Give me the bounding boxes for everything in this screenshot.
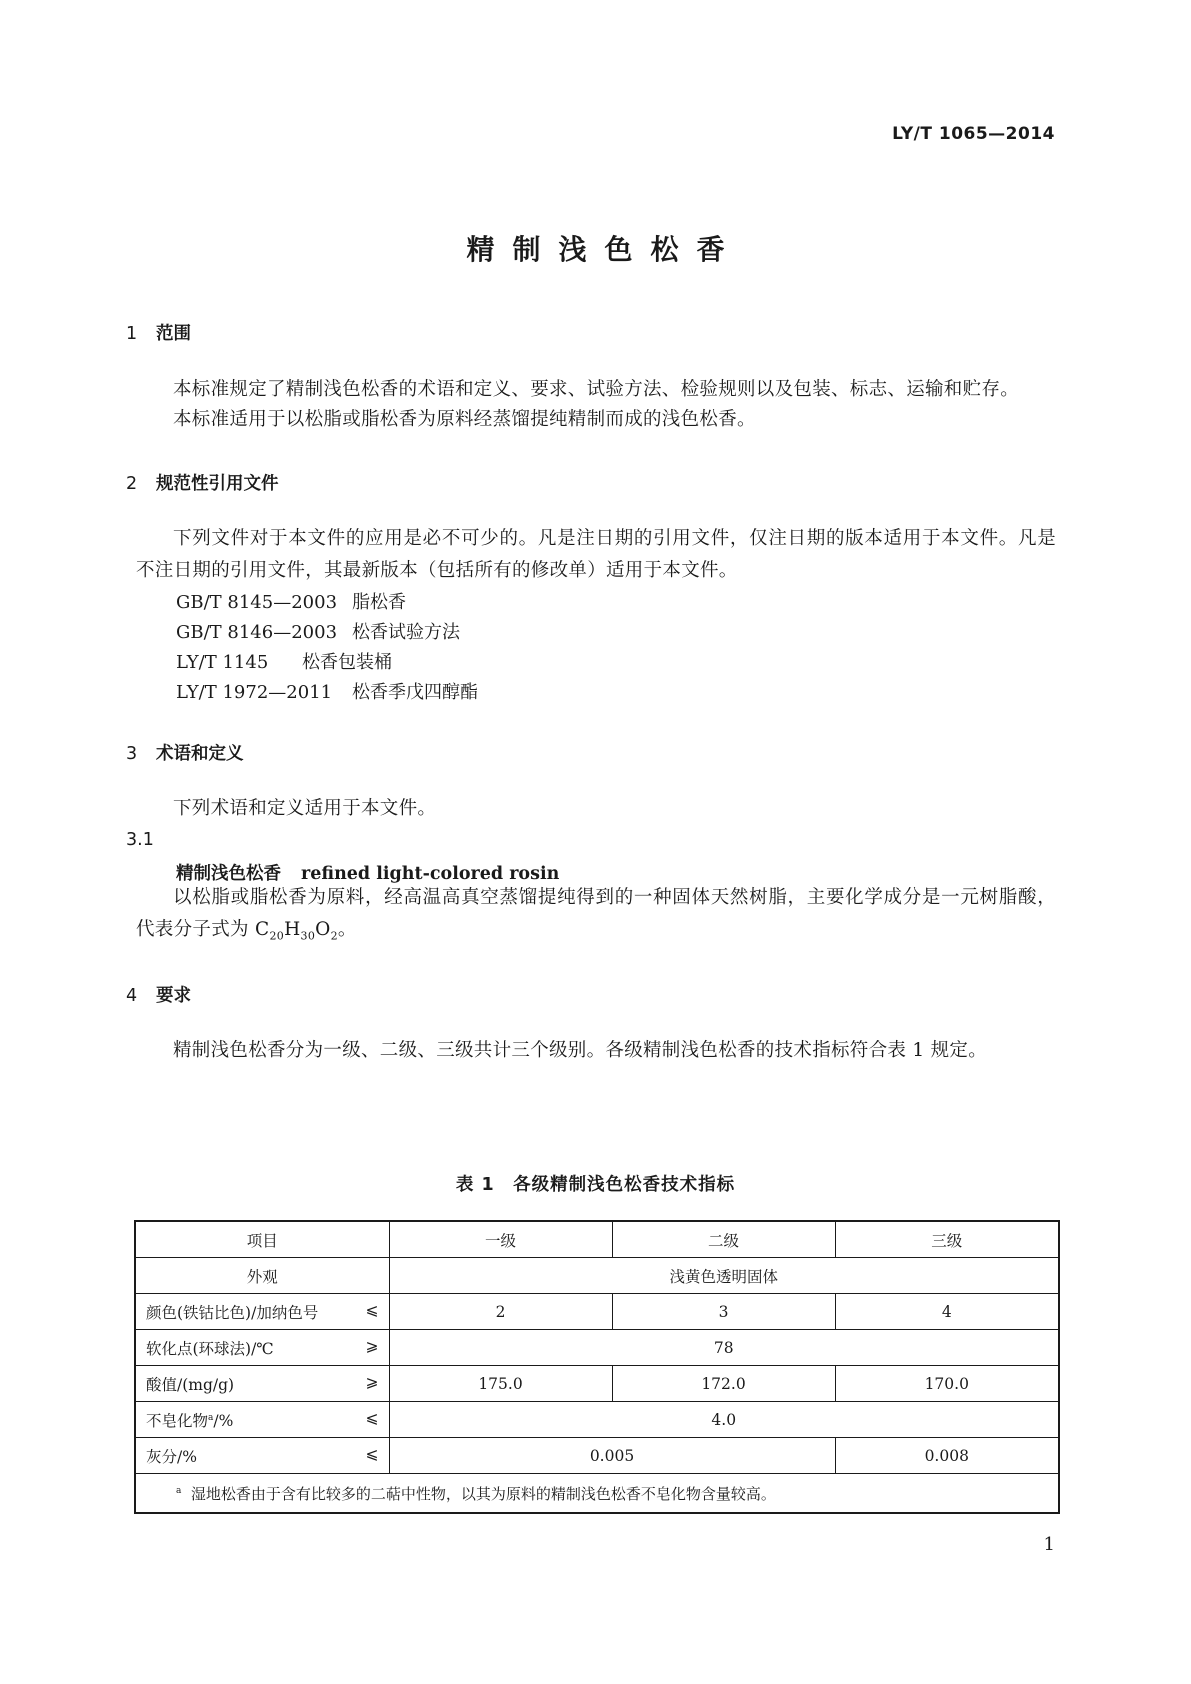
comparison-operator: ⩽ bbox=[365, 1408, 379, 1427]
section-1-paragraph-1: 本标准规定了精制浅色松香的术语和定义、要求、试验方法、检验规则以及包装、标志、运输和贮存。 bbox=[173, 379, 1020, 400]
row-label: 外观 bbox=[135, 1258, 389, 1294]
reference-code: GB/T 8145—2003 bbox=[176, 592, 338, 613]
table-footnote: $^a$ 湿地松香由于含有比较多的二萜中性物，以其为原料的精制浅色松香不皂化物含量较高。 bbox=[135, 1474, 1059, 1514]
comparison-operator: ⩾ bbox=[365, 1336, 379, 1355]
term-number: 3.1 bbox=[126, 830, 154, 850]
table-row bbox=[135, 1330, 1059, 1366]
table-row bbox=[135, 1438, 1059, 1474]
section-1-heading bbox=[126, 320, 191, 345]
section-3-heading bbox=[126, 740, 244, 765]
reference-title: 松香季戊四醇酯 bbox=[352, 682, 478, 703]
column-header: 二级 bbox=[612, 1221, 835, 1258]
row-label: 灰分/% ⩽ bbox=[135, 1438, 389, 1474]
table-cell: 4 bbox=[835, 1294, 1059, 1330]
column-header: 一级 bbox=[389, 1221, 612, 1258]
table-header-row bbox=[135, 1221, 1059, 1258]
term-english: refined light-colored rosin bbox=[301, 864, 560, 884]
section-number: 4 bbox=[126, 986, 138, 1006]
section-number: 2 bbox=[126, 474, 138, 494]
section-2-heading bbox=[126, 470, 279, 495]
table-cell: 175.0 bbox=[389, 1366, 612, 1402]
normative-reference bbox=[176, 678, 478, 704]
comparison-operator: ⩽ bbox=[365, 1300, 379, 1319]
section-1-paragraph-2: 本标准适用于以松脂或脂松香为原料经蒸馏提纯精制而成的浅色松香。 bbox=[173, 409, 756, 430]
reference-code: GB/T 8146—2003 bbox=[176, 622, 338, 643]
section-4-paragraph-1: 精制浅色松香分为一级、二级、三级共计三个级别。各级精制浅色松香的技术指标符合表 1 规定。 bbox=[173, 1040, 988, 1061]
reference-title: 松香试验方法 bbox=[352, 622, 460, 643]
row-label: 酸值/(mg/g) ⩾ bbox=[135, 1366, 389, 1402]
definition-text: 以松脂或脂松香为原料，经高温高真空蒸馏提纯得到的一种固体天然树脂，主要化学成分是一元树脂酸，代表分子式为 bbox=[136, 887, 1056, 940]
section-title: 要求 bbox=[156, 986, 191, 1006]
table-cell: 170.0 bbox=[835, 1366, 1059, 1402]
reference-code: LY/T 1145 bbox=[176, 652, 269, 673]
document-title: 精制浅色松香 bbox=[466, 233, 743, 266]
normative-reference bbox=[176, 648, 392, 674]
column-header: 三级 bbox=[835, 1221, 1059, 1258]
table-cell: 0.005 bbox=[389, 1438, 835, 1474]
table-row bbox=[135, 1366, 1059, 1402]
section-title: 范围 bbox=[156, 324, 191, 344]
section-number: 3 bbox=[126, 744, 138, 764]
table-row bbox=[135, 1294, 1059, 1330]
row-label: 颜色(铁钴比色)/加纳色号 ⩽ bbox=[135, 1294, 389, 1330]
column-header: 项目 bbox=[135, 1221, 389, 1258]
section-title: 规范性引用文件 bbox=[156, 474, 279, 494]
table-caption: 表 1 各级精制浅色松香技术指标 bbox=[455, 1175, 736, 1195]
table-cell: 78 bbox=[389, 1330, 1059, 1366]
section-3-paragraph-1: 下列术语和定义适用于本文件。 bbox=[173, 798, 437, 819]
row-label: 软化点(环球法)/℃ ⩾ bbox=[135, 1330, 389, 1366]
table-row bbox=[135, 1258, 1059, 1294]
reference-title: 松香包装桶 bbox=[302, 652, 392, 673]
page-number: 1 bbox=[1043, 1534, 1055, 1555]
term-chinese: 精制浅色松香 bbox=[176, 864, 281, 884]
standard-code: LY/T 1065—2014 bbox=[892, 124, 1055, 144]
table-cell: 浅黄色透明固体 bbox=[389, 1258, 1059, 1294]
normative-reference bbox=[176, 588, 406, 614]
section-2-paragraph-1: 下列文件对于本文件的应用是必不可少的。凡是注日期的引用文件，仅注日期的版本适用于本文件。凡是不注日期的引用文件，其最新版本（包括所有的修改单）适用于本文件。 bbox=[136, 528, 1056, 581]
normative-reference bbox=[176, 618, 460, 644]
section-number: 1 bbox=[126, 324, 138, 344]
table-cell: 3 bbox=[612, 1294, 835, 1330]
table-footnote-row bbox=[135, 1474, 1059, 1514]
specification-table bbox=[134, 1220, 1060, 1514]
footnote-marker: a bbox=[176, 1485, 182, 1496]
table-cell: 4.0 bbox=[389, 1402, 1059, 1438]
table-cell: 172.0 bbox=[612, 1366, 835, 1402]
section-title: 术语和定义 bbox=[156, 744, 244, 764]
table-row bbox=[135, 1402, 1059, 1438]
term-definition: 以松脂或脂松香为原料，经高温高真空蒸馏提纯得到的一种固体天然树脂，主要化学成分是一元树脂酸，代表分子式为 $C_{20}H_{30}O_2$。 bbox=[136, 887, 1056, 943]
reference-code: LY/T 1972—2011 bbox=[176, 682, 333, 703]
table-cell: 0.008 bbox=[835, 1438, 1059, 1474]
table-cell: 2 bbox=[389, 1294, 612, 1330]
row-label: 不皂化物$^a$/% ⩽ bbox=[135, 1402, 389, 1438]
footnote-marker: a bbox=[208, 1412, 214, 1423]
comparison-operator: ⩽ bbox=[365, 1444, 379, 1463]
chemical-formula: $C_{20}H_{30}O_2$ bbox=[255, 919, 338, 943]
comparison-operator: ⩾ bbox=[365, 1372, 379, 1391]
reference-title: 脂松香 bbox=[352, 592, 406, 613]
section-4-heading bbox=[126, 982, 191, 1007]
